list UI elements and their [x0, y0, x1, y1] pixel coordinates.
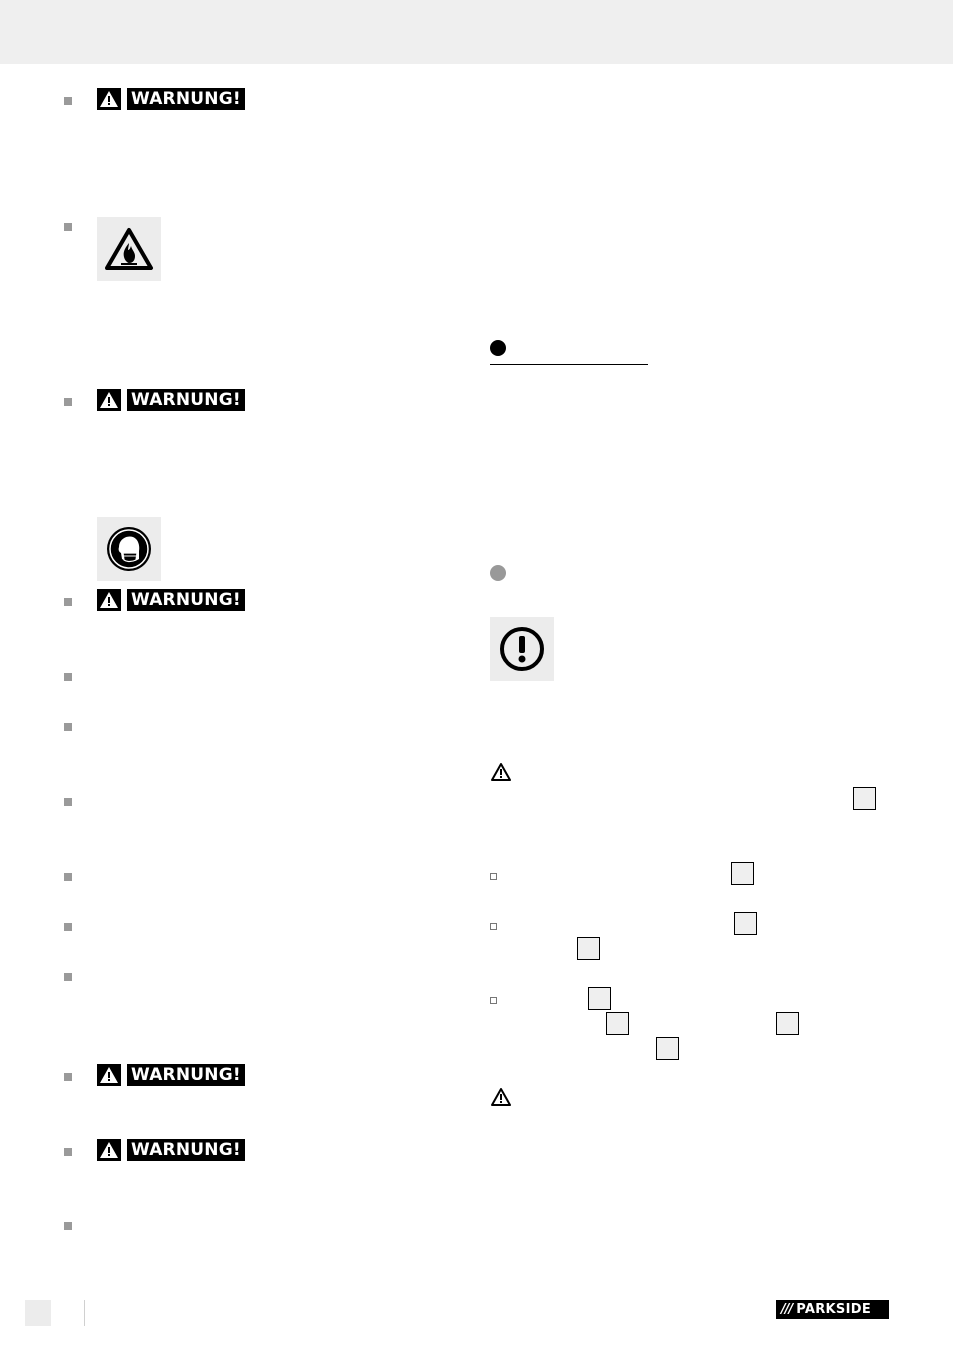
component-reference-box	[606, 1012, 629, 1035]
caution-triangle-icon	[490, 762, 512, 782]
component-reference-box	[656, 1037, 679, 1060]
warning-label: WARNUNG!	[127, 88, 245, 110]
subsection-marker-dot	[490, 565, 506, 581]
component-reference-box	[731, 862, 754, 885]
dust-mask-icon	[97, 517, 161, 581]
list-bullet	[64, 1073, 72, 1081]
warning-label: WARNUNG!	[127, 1139, 245, 1161]
warning-triangle-icon	[97, 1139, 121, 1161]
logo-slashes: ///	[781, 1302, 793, 1317]
step-checkbox	[490, 997, 497, 1004]
warning-badge	[97, 589, 245, 611]
warning-triangle-icon	[97, 88, 121, 110]
warning-badge	[97, 389, 245, 411]
list-bullet	[64, 97, 72, 105]
warning-badge	[97, 1139, 245, 1161]
warning-triangle-icon	[97, 1064, 121, 1086]
warning-label: WARNUNG!	[127, 589, 245, 611]
section-heading-rule	[490, 364, 648, 365]
section-marker-dot	[490, 340, 506, 356]
caution-triangle-icon	[490, 1087, 512, 1107]
page-number-box	[25, 1300, 51, 1326]
list-bullet	[64, 923, 72, 931]
header-band	[0, 0, 953, 64]
warning-label: WARNUNG!	[127, 1064, 245, 1086]
list-bullet	[64, 598, 72, 606]
warning-triangle-icon	[97, 589, 121, 611]
component-reference-box	[577, 937, 600, 960]
footer-divider	[84, 1300, 85, 1326]
list-bullet	[64, 223, 72, 231]
list-bullet	[64, 873, 72, 881]
component-reference-box	[588, 987, 611, 1010]
list-bullet	[64, 973, 72, 981]
list-bullet	[64, 398, 72, 406]
list-bullet	[64, 798, 72, 806]
component-reference-box	[776, 1012, 799, 1035]
list-bullet	[64, 1148, 72, 1156]
parkside-logo	[776, 1300, 889, 1319]
warning-triangle-icon	[97, 389, 121, 411]
list-bullet	[64, 723, 72, 731]
step-checkbox	[490, 923, 497, 930]
warning-badge	[97, 1064, 245, 1086]
step-checkbox	[490, 873, 497, 880]
warning-label: WARNUNG!	[127, 389, 245, 411]
warning-badge	[97, 88, 245, 110]
list-bullet	[64, 673, 72, 681]
component-reference-box	[734, 912, 757, 935]
list-bullet	[64, 1222, 72, 1230]
component-reference-box	[853, 787, 876, 810]
flammable-hazard-icon	[97, 217, 161, 281]
exclamation-circle-icon	[490, 617, 554, 681]
logo-brand: PARKSIDE	[796, 1302, 872, 1317]
